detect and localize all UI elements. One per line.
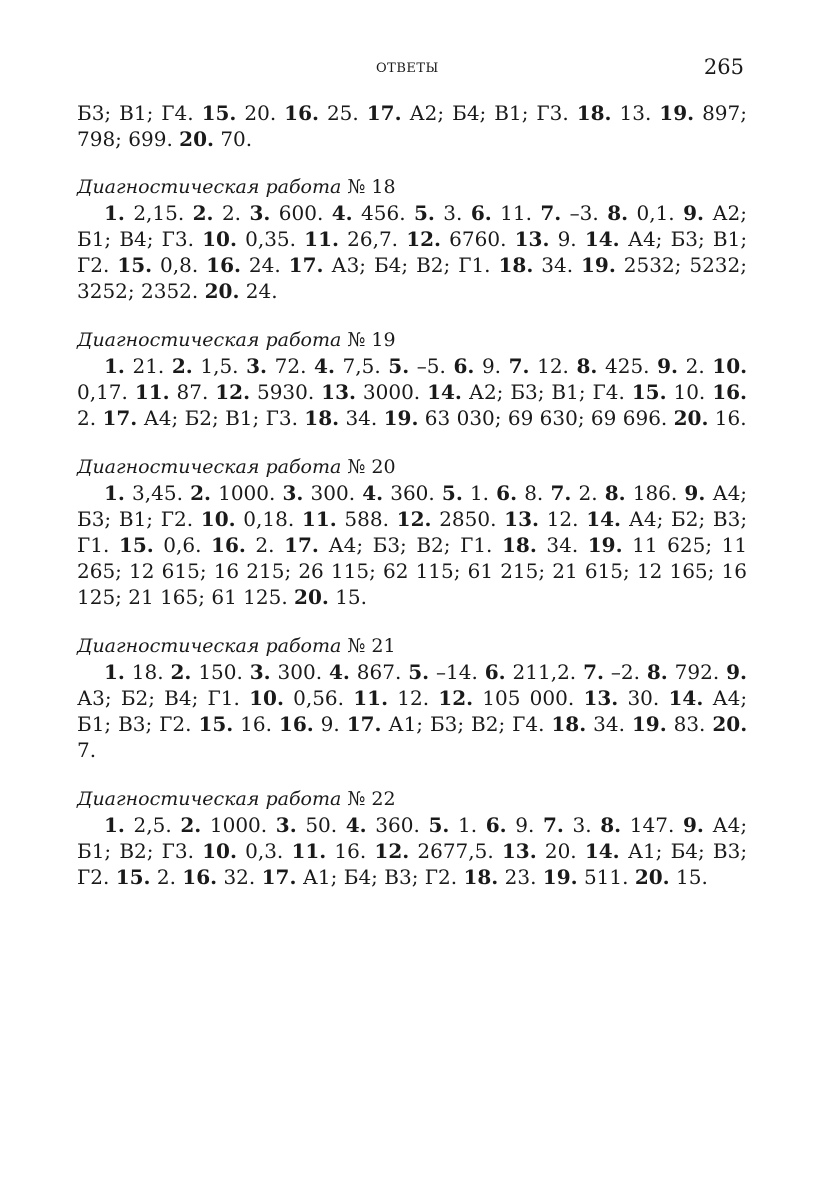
- answer-value: 2677,5.: [417, 839, 494, 863]
- answer-value: 25.: [326, 101, 359, 125]
- answer-number: 13.: [321, 380, 356, 404]
- answer-number: 15.: [115, 865, 151, 889]
- answer-value: 186.: [632, 481, 678, 505]
- answer-number: 17.: [261, 865, 297, 889]
- answer-value: 11.: [500, 201, 532, 225]
- answer-value: 12.: [397, 686, 430, 710]
- answer-number: 11.: [304, 227, 339, 251]
- answer-value: 2.: [156, 865, 176, 889]
- answer-value: 9.: [481, 354, 502, 378]
- answer-number: 3.: [246, 354, 268, 378]
- answer-value: 0,1.: [636, 201, 675, 225]
- answer-list: [77, 812, 747, 890]
- answer-value: 34.: [541, 253, 574, 277]
- answer-number: 17.: [102, 406, 138, 430]
- answer-number: 18.: [502, 533, 537, 557]
- answer-value: 20.: [544, 839, 577, 863]
- answer-number: 3.: [282, 481, 304, 505]
- answer-number: 17.: [284, 533, 319, 557]
- answer-value: А1; Б3; В2; Г4.: [388, 712, 545, 736]
- answer-value: 0,18.: [243, 507, 295, 531]
- page-number: 265: [703, 55, 744, 79]
- answer-number: 12.: [438, 686, 474, 710]
- answer-value: 34.: [546, 533, 579, 557]
- work-heading: [77, 633, 747, 659]
- answer-number: 14.: [668, 686, 704, 710]
- answer-number: 4.: [328, 660, 350, 684]
- answer-number: 20.: [673, 406, 709, 430]
- answer-number: 20.: [179, 127, 214, 151]
- answer-number: 9.: [657, 354, 679, 378]
- answer-value: 12.: [537, 354, 569, 378]
- answer-value: 2850.: [439, 507, 497, 531]
- answer-value: 2,5.: [133, 813, 172, 837]
- answer-value: 0,17.: [77, 380, 128, 404]
- answer-value: А4; Б1; В3; Г2.: [77, 686, 748, 736]
- answer-value: 87.: [176, 380, 209, 404]
- answer-value: 600.: [278, 201, 324, 225]
- answer-number: 3.: [249, 201, 271, 225]
- answer-value: 300.: [277, 660, 323, 684]
- answer-value: 360.: [375, 813, 420, 837]
- answer-number: 10.: [202, 227, 237, 251]
- diagnostic-work-section: [77, 633, 747, 763]
- work-title: Диагностическая работа: [77, 635, 342, 657]
- answer-number: 12.: [215, 380, 251, 404]
- answer-number: 2.: [170, 660, 192, 684]
- answer-number: 4.: [331, 201, 353, 225]
- diagnostic-work-section: [77, 327, 747, 431]
- work-number: № 20: [347, 456, 396, 478]
- work-number: № 19: [347, 329, 396, 351]
- answer-value: 456.: [361, 201, 406, 225]
- answer-number: 7.: [540, 201, 562, 225]
- answer-number: 17.: [346, 712, 382, 736]
- answer-value: 30.: [627, 686, 660, 710]
- answer-value: 2532; 5232; 3252; 2352.: [77, 253, 747, 303]
- answer-number: 9.: [682, 813, 704, 837]
- work-heading: [77, 786, 747, 812]
- answer-number: 8.: [604, 481, 626, 505]
- running-head: [0, 57, 827, 81]
- answer-number: 13.: [501, 839, 537, 863]
- answer-value: 2.: [77, 406, 97, 430]
- answer-value: –14.: [436, 660, 478, 684]
- answer-value: А2; Б1; В4; Г3.: [77, 201, 748, 251]
- answer-number: 14.: [427, 380, 462, 404]
- answer-number: 19.: [587, 533, 623, 557]
- answer-value: 1000.: [209, 813, 268, 837]
- answer-number: 18.: [304, 406, 340, 430]
- answer-number: 16.: [712, 380, 747, 404]
- answer-number: 4.: [362, 481, 384, 505]
- answer-number: 7.: [550, 481, 572, 505]
- answer-value: 10.: [673, 380, 706, 404]
- answer-number: 12.: [396, 507, 432, 531]
- answer-value: 11 625; 11 265; 12 615; 16 215; 26 115; 62 115; 61 215; 21 615; 12 165; 16 125; 21 165; 61 125.: [77, 533, 748, 609]
- answer-value: 2.: [255, 533, 275, 557]
- answer-value: 150.: [198, 660, 243, 684]
- answer-list: [77, 353, 747, 431]
- answer-number: 11.: [291, 839, 327, 863]
- answer-number: 16.: [206, 253, 241, 277]
- answer-value: 1.: [458, 813, 478, 837]
- answer-number: 8.: [646, 660, 668, 684]
- answer-number: 6.: [484, 660, 506, 684]
- answer-value: 15.: [335, 585, 368, 609]
- answer-number: 6.: [496, 481, 518, 505]
- answer-value: 12.: [546, 507, 579, 531]
- answer-number: 6.: [485, 813, 507, 837]
- answer-value: 5930.: [256, 380, 315, 404]
- answer-number: 13.: [583, 686, 619, 710]
- answer-number: 18.: [463, 865, 499, 889]
- answer-value: 867.: [356, 660, 402, 684]
- answer-number: 14.: [584, 839, 620, 863]
- answer-number: 3.: [249, 660, 271, 684]
- answer-value: 24.: [248, 253, 281, 277]
- answer-value: А4; Б1; В2; Г3.: [77, 813, 748, 863]
- answer-value: 511.: [583, 865, 629, 889]
- answer-value: 23.: [504, 865, 537, 889]
- answer-number: 5.: [388, 354, 410, 378]
- answer-number: 16.: [182, 865, 218, 889]
- answer-value: А3; Б2; В4; Г1.: [77, 686, 240, 710]
- answer-number: 18.: [498, 253, 534, 277]
- answer-value: 7,5.: [342, 354, 381, 378]
- answer-value: 26,7.: [347, 227, 399, 251]
- answer-number: 10.: [202, 839, 237, 863]
- answer-number: 1.: [104, 813, 125, 837]
- answer-number: 15.: [117, 253, 153, 277]
- answer-number: 3.: [275, 813, 297, 837]
- answer-number: 9.: [684, 481, 706, 505]
- answer-value: 792.: [674, 660, 720, 684]
- answer-number: 2.: [190, 481, 211, 505]
- answer-value: 147.: [629, 813, 675, 837]
- answer-number: 9.: [683, 201, 704, 225]
- answer-value: 2,15.: [133, 201, 185, 225]
- answer-value: 20.: [244, 101, 277, 125]
- answer-number: 15.: [198, 712, 234, 736]
- answer-value: А4; Б2; В1; Г3.: [143, 406, 298, 430]
- diagnostic-work-section: [77, 174, 747, 304]
- answer-number: 16.: [284, 101, 319, 125]
- answer-value: А2; Б4; В1; Г3.: [409, 101, 569, 125]
- answer-value: 9.: [557, 227, 577, 251]
- answer-value: 3000.: [362, 380, 421, 404]
- answer-number: 16.: [211, 533, 246, 557]
- answer-value: 34.: [345, 406, 378, 430]
- answer-number: 11.: [134, 380, 170, 404]
- answer-number: 20.: [634, 865, 670, 889]
- section-title: ОТВЕТЫ: [376, 61, 439, 76]
- diagnostic-works: [77, 174, 747, 890]
- continued-answers: [77, 100, 747, 152]
- answer-number: 6.: [453, 354, 475, 378]
- answer-number: 19.: [542, 865, 578, 889]
- answer-value: 72.: [274, 354, 307, 378]
- answer-number: 11.: [353, 686, 389, 710]
- answer-number: 16.: [278, 712, 314, 736]
- answer-number: 15.: [631, 380, 667, 404]
- answer-number: 15.: [201, 101, 237, 125]
- answer-value: 6760.: [449, 227, 507, 251]
- answer-value: А1; Б4; В3; Г2.: [302, 865, 458, 889]
- answer-number: 7.: [583, 660, 604, 684]
- answer-value: 34.: [593, 712, 625, 736]
- answer-number: 6.: [470, 201, 492, 225]
- answer-value: 211,2.: [512, 660, 577, 684]
- answer-number: 5.: [408, 660, 430, 684]
- answer-number: 4.: [314, 354, 335, 378]
- diagnostic-work-section: [77, 454, 747, 610]
- answer-value: 105 000.: [482, 686, 575, 710]
- answer-number: 12.: [406, 227, 441, 251]
- answer-number: 5.: [428, 813, 450, 837]
- answer-value: 300.: [310, 481, 356, 505]
- answer-number: 19.: [659, 101, 695, 125]
- answer-number: 14.: [584, 227, 620, 251]
- work-title: Диагностическая работа: [77, 788, 342, 810]
- answer-number: 10.: [712, 354, 748, 378]
- answer-number: 18.: [551, 712, 587, 736]
- answer-value: 1,5.: [200, 354, 239, 378]
- answer-number: 1.: [104, 481, 125, 505]
- answer-value: 83.: [673, 712, 706, 736]
- answer-number: 2.: [180, 813, 202, 837]
- answer-value: 16.: [714, 406, 747, 430]
- answer-number: 7.: [543, 813, 564, 837]
- answer-value: 50.: [305, 813, 338, 837]
- answer-number: 9.: [726, 660, 747, 684]
- answer-value: 3,45.: [132, 481, 183, 505]
- answer-number: 19.: [631, 712, 667, 736]
- answer-value: 425.: [605, 354, 650, 378]
- answer-value: А4; Б3; В1; Г2.: [77, 481, 748, 531]
- answer-value: 13.: [619, 101, 652, 125]
- work-title: Диагностическая работа: [77, 456, 342, 478]
- answer-number: 4.: [345, 813, 367, 837]
- answer-number: 20.: [204, 279, 240, 303]
- work-number: № 22: [347, 788, 396, 810]
- answer-value: 588.: [344, 507, 389, 531]
- page-body: [77, 100, 747, 913]
- answer-list: [77, 200, 747, 304]
- answer-value: –3.: [569, 201, 599, 225]
- answer-number: 7.: [508, 354, 530, 378]
- answer-number: 18.: [576, 101, 612, 125]
- answer-value: А4; Б3; В2; Г1.: [328, 533, 493, 557]
- answer-value: 1000.: [218, 481, 276, 505]
- answer-value: 3.: [443, 201, 463, 225]
- work-heading: [77, 454, 747, 480]
- work-number: № 21: [347, 635, 396, 657]
- answer-number: 15.: [118, 533, 154, 557]
- answer-number: 2.: [171, 354, 193, 378]
- answer-number: 19.: [383, 406, 419, 430]
- answer-value: А4; Б3; В1; Г2.: [77, 227, 748, 277]
- work-heading: [77, 174, 747, 200]
- answer-value: 897; 798; 699.: [77, 101, 747, 151]
- answer-value: 16.: [240, 712, 272, 736]
- answer-number: 17.: [288, 253, 324, 277]
- answer-value: 63 030; 69 630; 69 696.: [424, 406, 668, 430]
- answer-value: 360.: [390, 481, 435, 505]
- answer-value: –2.: [610, 660, 640, 684]
- answer-list: [77, 659, 747, 763]
- answer-value: 2.: [221, 201, 242, 225]
- answer-value: 70.: [220, 127, 253, 151]
- answer-list: [77, 480, 747, 610]
- answer-value: –5.: [416, 354, 446, 378]
- work-title: Диагностическая работа: [77, 176, 342, 198]
- answer-number: 13.: [514, 227, 550, 251]
- diagnostic-work-section: [77, 786, 747, 890]
- answer-value: А2; Б3; В1; Г4.: [468, 380, 625, 404]
- answer-number: 11.: [301, 507, 337, 531]
- answer-value: 7.: [77, 738, 97, 762]
- work-heading: [77, 327, 747, 353]
- answer-number: 8.: [576, 354, 598, 378]
- answer-number: 20.: [294, 585, 329, 609]
- answer-value: 18.: [131, 660, 164, 684]
- answer-value: 0,6.: [163, 533, 202, 557]
- answer-number: 2.: [192, 201, 214, 225]
- answer-number: 14.: [586, 507, 622, 531]
- answer-list: [77, 100, 747, 152]
- answer-value: 0,8.: [160, 253, 199, 277]
- answer-value: 16.: [334, 839, 367, 863]
- answer-value: 3.: [572, 813, 592, 837]
- answer-value: 0,35.: [245, 227, 296, 251]
- answer-number: 10.: [200, 507, 236, 531]
- answer-number: 1.: [104, 660, 125, 684]
- answer-value: 8.: [524, 481, 544, 505]
- answer-value: 2.: [578, 481, 598, 505]
- answer-value: Б3; В1; Г4.: [77, 101, 194, 125]
- answer-number: 19.: [581, 253, 616, 277]
- answer-value: 9.: [515, 813, 535, 837]
- answer-value: 21.: [132, 354, 165, 378]
- answer-number: 5.: [413, 201, 435, 225]
- answer-value: А3; Б4; В2; Г1.: [331, 253, 491, 277]
- answer-value: 32.: [223, 865, 256, 889]
- answer-value: 1.: [469, 481, 490, 505]
- answer-number: 8.: [607, 201, 629, 225]
- answer-number: 1.: [104, 354, 125, 378]
- answer-value: А1; Б4; В3; Г2.: [77, 839, 748, 889]
- answer-value: 0,3.: [245, 839, 284, 863]
- answer-value: 0,56.: [293, 686, 345, 710]
- answer-value: 2.: [685, 354, 705, 378]
- answer-number: 1.: [104, 201, 125, 225]
- answer-value: 15.: [676, 865, 708, 889]
- work-title: Диагностическая работа: [77, 329, 342, 351]
- answer-value: А4; Б2; В3; Г1.: [77, 507, 748, 557]
- answer-number: 10.: [249, 686, 284, 710]
- answer-number: 20.: [712, 712, 748, 736]
- answer-number: 17.: [366, 101, 402, 125]
- answer-number: 8.: [600, 813, 622, 837]
- answer-value: 24.: [245, 279, 278, 303]
- answer-value: 9.: [320, 712, 340, 736]
- work-number: № 18: [347, 176, 396, 198]
- answer-number: 13.: [504, 507, 539, 531]
- answer-number: 5.: [441, 481, 463, 505]
- answer-number: 12.: [374, 839, 410, 863]
